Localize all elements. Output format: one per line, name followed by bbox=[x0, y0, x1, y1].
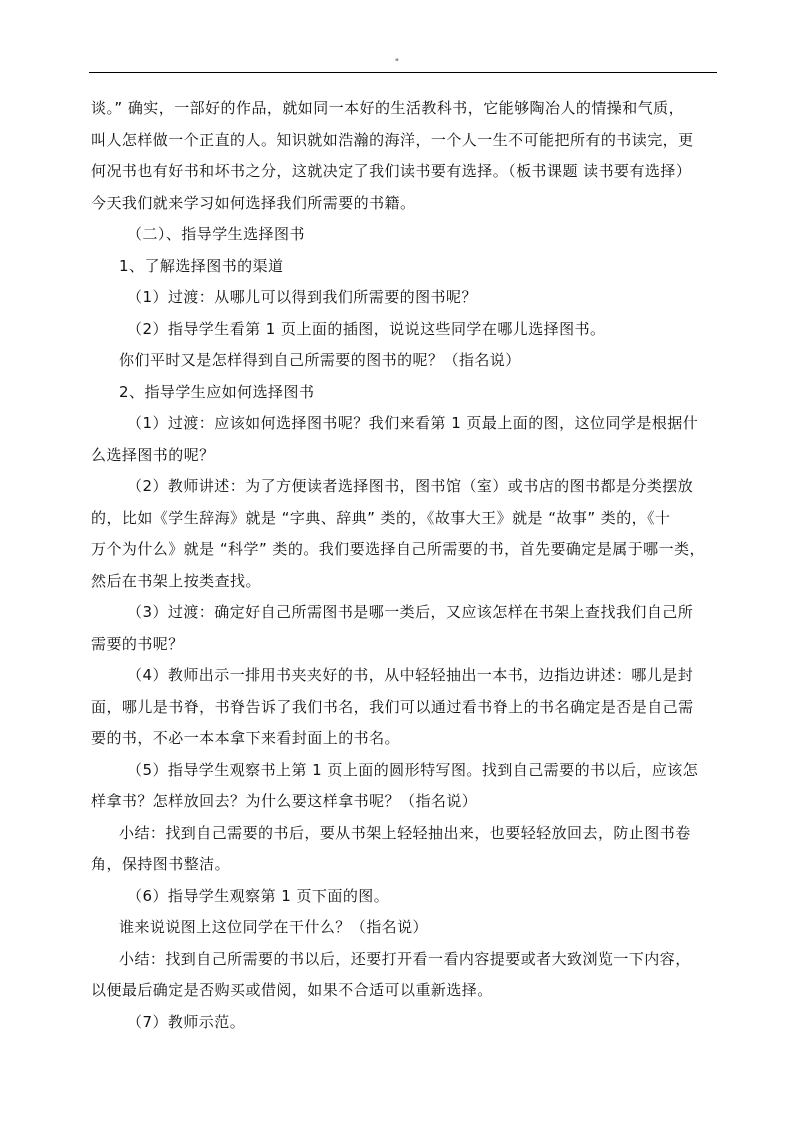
text-line: 面，哪儿是书脊，书脊告诉了我们书名，我们可以通过看书脊上的书名确定是否是自己需 bbox=[91, 697, 694, 716]
text-line: 万个为什么》就是 “科学” 类的。我们要选择自己所需要的书，首先要确定是属于哪一类， bbox=[91, 540, 705, 558]
text-line: 你们平时又是怎样得到自己所需要的图书的呢？（指名说） bbox=[119, 351, 521, 369]
text-line: （1）过渡：从哪儿可以得到我们所需要的图书呢？ bbox=[127, 288, 477, 306]
subsection-heading: 1、了解选择图书的渠道 bbox=[119, 256, 284, 275]
text-line: （7）教师示范。 bbox=[127, 1012, 246, 1031]
section-heading: （二）、指导学生选择图书 bbox=[127, 225, 305, 243]
text-line: 今天我们就来学习如何选择我们所需要的书籍。 bbox=[91, 193, 416, 212]
text-line: （2）教师讲述：为了方便读者选择图书，图书馆（室）或书店的图书都是分类摆放 bbox=[127, 477, 694, 495]
text-line: （1）过渡：应该如何选择图书呢？我们来看第 1 页最上面的图，这位同学是根据什 bbox=[127, 414, 699, 432]
summary-line: 小结：找到自己需要的书后，要从书架上轻轻抽出来，也要轻轻放回去，防止图书卷 bbox=[119, 823, 691, 842]
text-line: 叫人怎样做一个正直的人。知识就如浩瀚的海洋，一个人一生不可能把所有的书读完，更 bbox=[91, 130, 694, 149]
text-line: （6）指导学生观察第 1 页下面的图。 bbox=[127, 886, 390, 905]
subsection-heading: 2、指导学生应如何选择图书 bbox=[119, 382, 315, 401]
text-line: 然后在书架上按类查找。 bbox=[91, 571, 261, 590]
text-line: （3）过渡：确定好自己所需图书是哪一类后，又应该怎样在书架上查找我们自己所 bbox=[127, 603, 694, 621]
text-line: 谈。” 确实，一部好的作品，就如同一本好的生活教科书，它能够陶冶人的情操和气质， bbox=[91, 99, 685, 117]
text-line: 角，保持图书整洁。 bbox=[91, 855, 231, 873]
text-line: 要的书，不必一本本拿下来看封面上的书名。 bbox=[91, 729, 401, 747]
text-line: （2）指导学生看第 1 页上面的插图，说说这些同学在哪儿选择图书。 bbox=[127, 319, 606, 338]
text-line: 的，比如《学生辞海》就是 “字典、辞典” 类的，《故事大王》就是 “故事” 类的，《十 bbox=[91, 508, 671, 527]
text-line: 么选择图书的呢？ bbox=[91, 445, 215, 464]
text-line: 需要的书呢？ bbox=[91, 634, 184, 653]
text-line: 以便最后确定是否购买或借阅，如果不合适可以重新选择。 bbox=[91, 981, 493, 999]
text-line: 样拿书？怎样放回去？为什么要这样拿书呢？（指名说） bbox=[91, 792, 478, 810]
summary-line: 小结：找到自己所需要的书以后，还要打开看一看内容提要或者大致浏览一下内容， bbox=[119, 949, 691, 968]
text-line: （5）指导学生观察书上第 1 页上面的圆形特写图。找到自己需要的书以后，应该怎 bbox=[127, 760, 699, 779]
text-line: 谁来说说图上这位同学在干什么？（指名说） bbox=[119, 918, 429, 936]
text-line: （4）教师出示一排用书夹夹好的书，从中轻轻抽出一本书，边指边讲述：哪儿是封 bbox=[127, 666, 694, 684]
header-rule bbox=[89, 72, 717, 73]
header-mark: " bbox=[394, 58, 400, 68]
body-text bbox=[91, 93, 719, 1038]
text-line: 何况书也有好书和坏书之分，这就决定了我们读书要有选择。（板书课题 读书要有选择） bbox=[91, 162, 692, 180]
